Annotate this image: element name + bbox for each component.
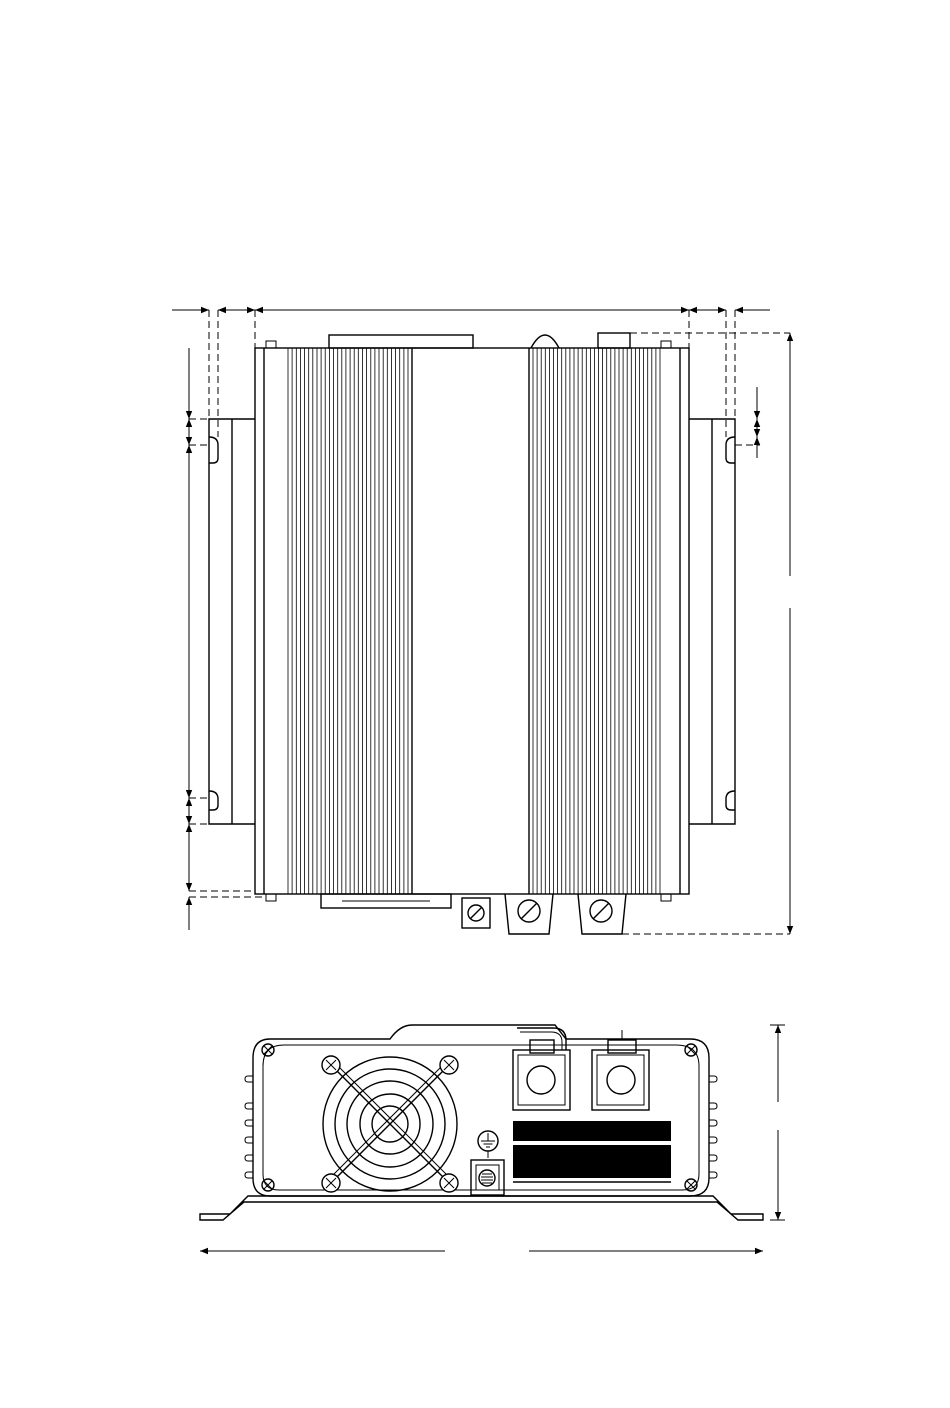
side-fins-left: [245, 1076, 253, 1178]
side-fin: [245, 1155, 253, 1161]
dc-terminal-icon: [513, 1028, 570, 1110]
side-fin: [709, 1155, 717, 1161]
corner-screw-tl: [262, 1044, 274, 1056]
side-fin: [709, 1103, 717, 1109]
side-fin: [245, 1103, 253, 1109]
fuse-icon: [471, 1160, 504, 1195]
fan-grille-icon: [322, 1056, 458, 1192]
keyhole-slot-icon: [209, 791, 218, 810]
side-fin: [245, 1076, 253, 1082]
corner-screw-bl: [262, 1179, 274, 1191]
heatsink-fins-right: [533, 348, 660, 894]
housing-outline: [255, 348, 689, 894]
heatsink-fins-left: [288, 348, 408, 894]
top-knob: [531, 335, 559, 348]
side-fin: [245, 1120, 253, 1126]
corner-screw-tr: [685, 1044, 697, 1056]
side-fins-right: [709, 1076, 717, 1178]
top-terminal-cap: [598, 333, 630, 348]
top-view: [172, 310, 790, 934]
dimension-lines-top-view: [172, 310, 790, 934]
screw-icon: [468, 905, 484, 921]
dc-terminal-icon: [592, 1030, 649, 1110]
left-mounting-flange: [209, 419, 255, 824]
side-fin: [709, 1137, 717, 1143]
side-fin: [245, 1172, 253, 1178]
front-view: [200, 1025, 785, 1251]
right-mounting-flange: [689, 419, 735, 824]
side-fin: [709, 1120, 717, 1126]
keyhole-slot-icon: [209, 437, 218, 463]
screw-icon: [590, 900, 612, 922]
side-fin: [709, 1076, 717, 1082]
top-connector: [329, 335, 473, 348]
keyhole-slot-icon: [726, 437, 735, 463]
side-fin: [709, 1172, 717, 1178]
ground-symbol-icon: [478, 1131, 498, 1158]
extension-lines-top-view: [189, 310, 790, 934]
dimension-lines-front-view: [200, 1025, 785, 1251]
black-label-block: [513, 1121, 671, 1182]
side-fin: [245, 1137, 253, 1143]
screw-icon: [518, 900, 540, 922]
keyhole-slot-icon: [726, 791, 735, 810]
base-plate: [200, 1196, 763, 1220]
